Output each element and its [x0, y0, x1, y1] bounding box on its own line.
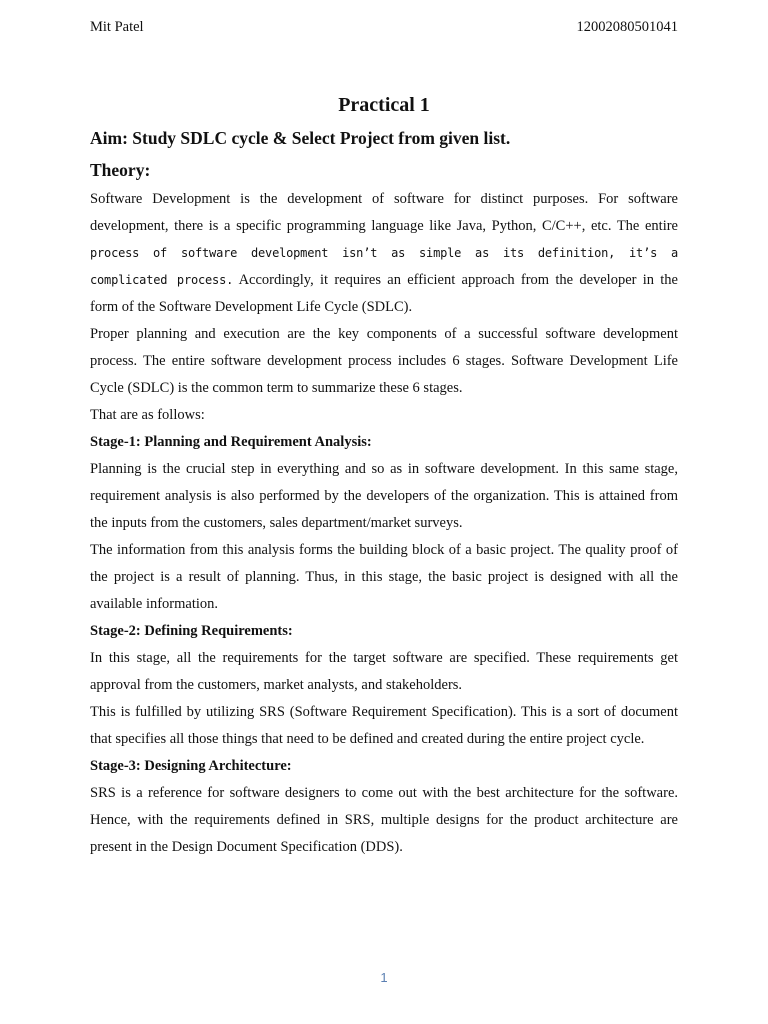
- stage-3-heading: Stage-3: Designing Architecture:: [90, 758, 292, 774]
- aim-heading: Aim: Study SDLC cycle & Select Project from given list.: [90, 128, 511, 148]
- intro-p1-part3: Accordingly, it requires an efficient approach from the developer in the form of the Software Development Life Cycle (SDLC).: [90, 272, 678, 315]
- stage-1-heading: Stage-1: Planning and Requirement Analysis:: [90, 434, 372, 450]
- enrollment-number: 12002080501041: [576, 19, 678, 35]
- document-body: [90, 92, 678, 861]
- page-number: 1: [380, 970, 388, 985]
- intro-p1-part1: Software Development is the development of software for distinct purposes. For software development, there is a specific programming language like Java, Python, C/C++, etc. The entire: [90, 191, 678, 234]
- stage-2-paragraph-1: In this stage, all the requirements for the target software are specified. These requirements get approval from the customers, market analysts, and stakeholders.: [90, 650, 678, 693]
- intro-p1-part2: process of software development isn’t as simple as its definition, it’s a complicated process.: [90, 246, 678, 287]
- author-name: Mit Patel: [90, 19, 144, 35]
- intro-paragraph-2: Proper planning and execution are the key components of a successful software development process. The entire software development process includes 6 stages. Software Development Life Cycle (SDLC) is the common term to summarize these 6 stages.: [90, 326, 678, 396]
- stage-1-paragraph-1: Planning is the crucial step in everything and so as in software development. In this same stage, requirement analysis is also performed by the developers of the organization. This is attained from the inputs from the customers, sales department/market surveys.: [90, 461, 678, 531]
- stage-1-paragraph-2: The information from this analysis forms the building block of a basic project. The quality proof of the project is a result of planning. Thus, in this stage, the basic project is designed with all the available information.: [90, 542, 678, 612]
- stage-2-paragraph-2: This is fulfilled by utilizing SRS (Software Requirement Specification). This is a sort of document that specifies all those things that need to be defined and created during the entire project cycle.: [90, 704, 678, 747]
- page-header: [90, 17, 678, 37]
- intro-paragraph-1: [90, 186, 678, 321]
- practical-title: Practical 1: [338, 94, 430, 116]
- stage-3-paragraph-1: SRS is a reference for software designers to come out with the best architecture for the software. Hence, with the requirements defined in SRS, multiple designs for the product architecture are present in the Design Document Specification (DDS).: [90, 785, 678, 855]
- stage-2-heading: Stage-2: Defining Requirements:: [90, 623, 293, 639]
- theory-heading: Theory:: [90, 160, 151, 180]
- intro-paragraph-3: That are as follows:: [90, 407, 205, 423]
